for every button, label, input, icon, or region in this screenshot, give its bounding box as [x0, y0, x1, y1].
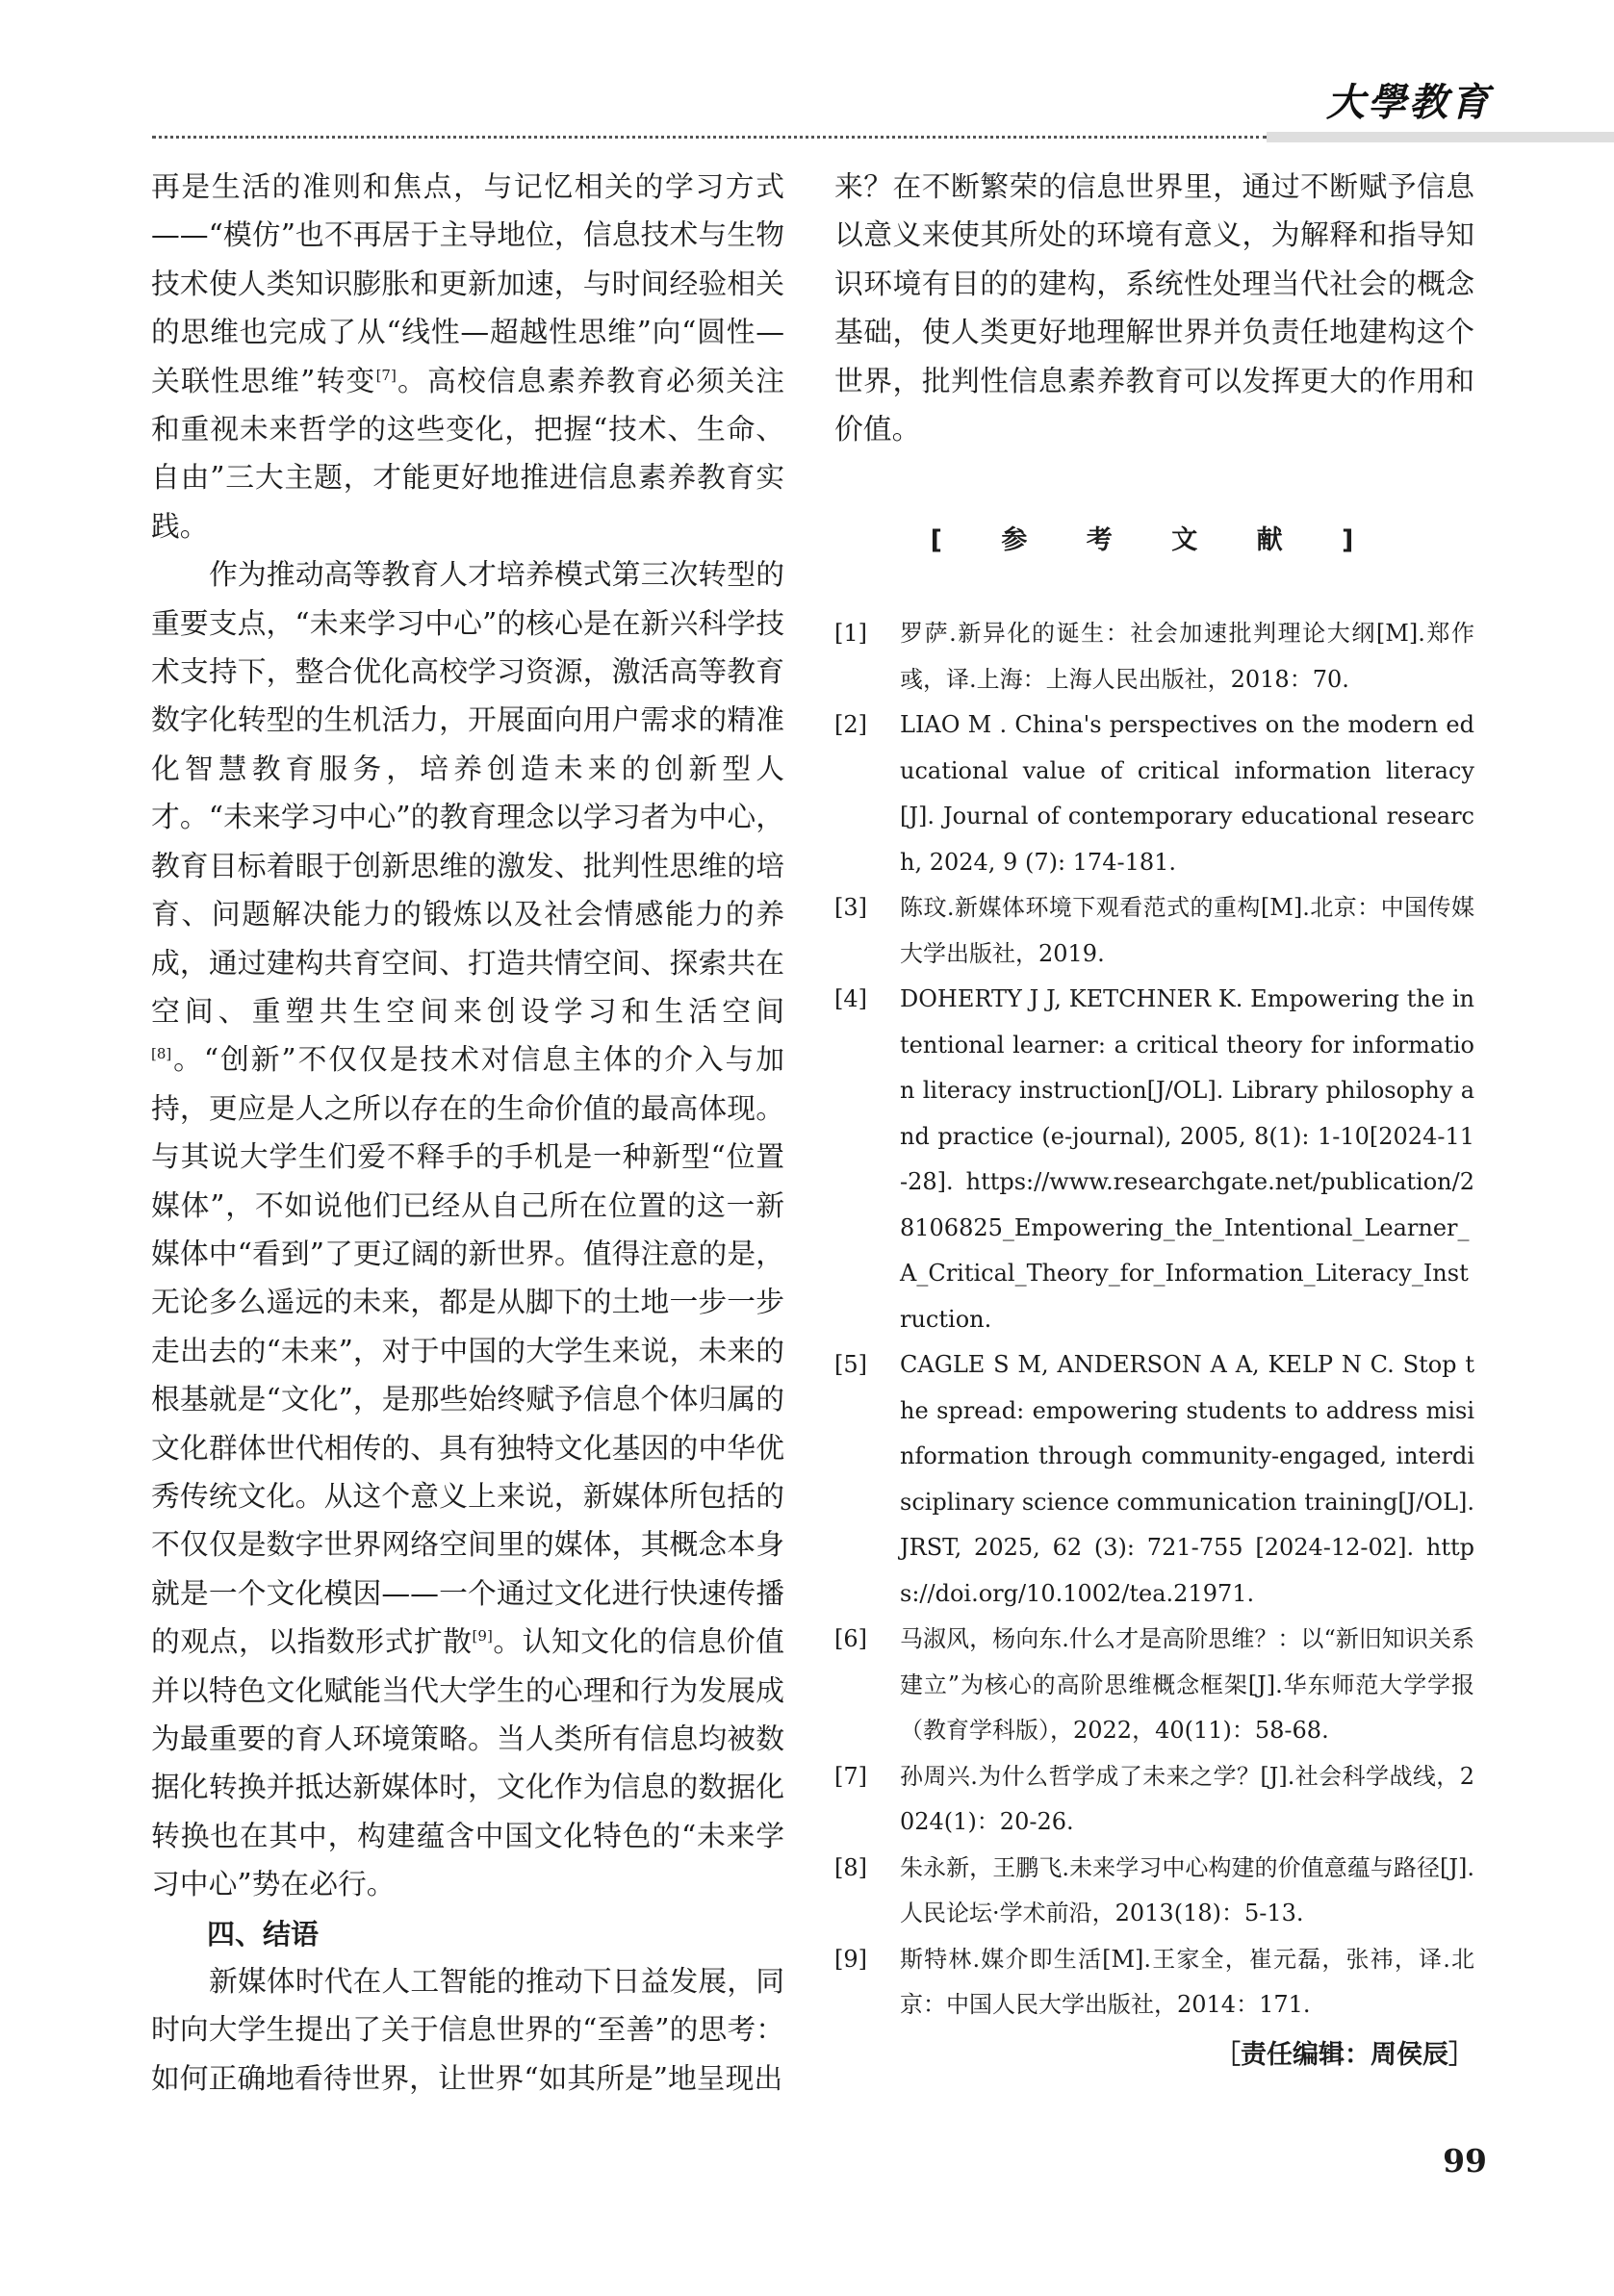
citation[interactable]: [9]: [472, 1627, 493, 1645]
reference-text: 孙周兴.为什么哲学成了未来之学？[J].社会科学战线，2024(1)：20-26.: [900, 1762, 1474, 1836]
reference-number: [5]: [834, 1351, 867, 1379]
reference-number: [3]: [834, 894, 867, 922]
reference-item: [834, 1754, 1474, 1846]
reference-text: 罗萨.新异化的诞生：社会加速批判理论大纲[M].郑作彧，译.上海：上海人民出版社，2018：70.: [900, 620, 1474, 693]
responsible-editor: ［责任编辑：周侯辰］: [1215, 2039, 1474, 2070]
reference-text[interactable]: CAGLE S M, ANDERSON A A, KELP N C. Stop the spread: empowering students to address misinformation through community-engaged, interdisciplinary science communication training[J/OL]. JRST, 2025, 62 (3): 721-755 [2024-12-02]. https://doi.org/10.1002/tea.21971.: [900, 1351, 1474, 1607]
header-dotted-rule: [152, 136, 1267, 139]
reference-number: [4]: [834, 985, 867, 1013]
reference-item: [834, 1937, 1474, 2028]
reference-number: [9]: [834, 1945, 867, 1973]
reference-item: [834, 1617, 1474, 1754]
reference-item: [834, 1846, 1474, 1937]
reference-text: 陈玟.新媒体环境下观看范式的重构[M].北京：中国传媒大学出版社，2019.: [900, 894, 1474, 967]
references-title: [ 参 考 文 献 ]: [930, 525, 1379, 556]
section-heading: 四、结语: [207, 1917, 320, 1951]
header-bar: [1267, 132, 1614, 142]
journal-logo: 大學教育: [1326, 80, 1492, 125]
reference-number: [8]: [834, 1853, 867, 1881]
citation[interactable]: [8]: [151, 1045, 172, 1063]
reference-number: [1]: [834, 620, 867, 648]
reference-number: [2]: [834, 711, 867, 739]
reference-item: [834, 611, 1474, 702]
reference-item: [834, 1342, 1474, 1617]
left-column: [151, 164, 784, 2104]
conclusion-paragraph: 新媒体时代在人工智能的推动下日益发展，同时向大学生提出了关于信息世界的“至善”的思考：如何正确地看待世界，让世界“如其所是”地呈现出: [151, 1965, 784, 2096]
reference-text: LIAO M . China's perspectives on the modern educational value of critical information literacy [J]. Journal of contemporary educational research, 2024, 9 (7): 174-181.: [900, 711, 1474, 876]
reference-number: [6]: [834, 1625, 867, 1653]
right-column: [834, 164, 1474, 2077]
reference-item: [834, 885, 1474, 977]
reference-item: [834, 702, 1474, 885]
continuation-paragraph: 来？在不断繁荣的信息世界里，通过不断赋予信息以意义来使其所处的环境有意义，为解释和指导知识环境有目的的建构，系统性处理当代社会的概念基础，使人类更好地理解世界并负责任地建构这个世界，批判性信息素养教育可以发挥更大的作用和价值。: [834, 170, 1474, 447]
citation[interactable]: [7]: [375, 366, 397, 384]
body-paragraph: 作为推动高等教育人才培养模式第三次转型的重要支点，“未来学习中心”的核心是在新兴科学技术支持下，整合优化高校学习资源，激活高等教育数字化转型的生机活力，开展面向用户需求的精准化智慧教育服务，培养创造未来的创新型人才。“未来学习中心”的教育理念以学习者为中心，教育目标着眼于创新思维的激发、批判性思维的培育、问题解决能力的锻炼以及社会情感能力的养成，通过建构共育空间、打造共情空间、探索共在空间、重塑共生空间来创设学习和生活空间[8]。“创新”不仅仅是技术对信息主体的介入与加持，更应是人之所以存在的生命价值的最高体现。与其说大学生们爱不释手的手机是一种新型“位置媒体”，不如说他们已经从自己所在位置的这一新媒体中“看到”了更辽阔的新世界。值得注意的是，无论多么遥远的未来，都是从脚下的土地一步一步走出去的“未来”，对于中国的大学生来说，未来的根基就是“文化”，是那些始终赋予信息个体归属的文化群体世代相传的、具有独特文化基因的中华优秀传统文化。从这个意义上来说，新媒体所包括的不仅仅是数字世界网络空间里的媒体，其概念本身就是一个文化模因——一个通过文化进行快速传播的观点，以指数形式扩散[9]。认知文化的信息价值并以特色文化赋能当代大学生的心理和行为发展成为最重要的育人环境策略。当人类所有信息均被数据化转换并抵达新媒体时，文化作为信息的数据化转换也在其中，构建蕴含中国文化特色的“未来学习中心”势在必行。: [151, 558, 785, 1902]
reference-text: 朱永新，王鹏飞.未来学习中心构建的价值意蕴与路径[J].人民论坛·学术前沿，2013(18)：5-13.: [900, 1853, 1474, 1927]
reference-text: 斯特林.媒介即生活[M].王家全，崔元磊，张祎，译.北京：中国人民大学出版社，2014：171.: [900, 1945, 1474, 2019]
reference-item: [834, 977, 1474, 1342]
reference-text: 马淑风，杨向东.什么才是高阶思维？：以“新旧知识关系建立”为核心的高阶思维概念框架[J].华东师范大学学报（教育学科版），2022，40(11)：58-68.: [900, 1625, 1474, 1745]
body-paragraph: 再是生活的准则和焦点，与记忆相关的学习方式——“模仿”也不再居于主导地位，信息技术与生物技术使人类知识膨胀和更新加速，与时间经验相关的思维也完成了从“线性—超越性思维”向“圆性—关联性思维”转变[7]。高校信息素养教育必须关注和重视未来哲学的这些变化，把握“技术、生命、自由”三大主题，才能更好地推进信息素养教育实践。: [151, 170, 785, 544]
reference-text[interactable]: DOHERTY J J, KETCHNER K. Empowering the intentional learner: a critical theory for information literacy instruction[J/OL]. Library philosophy and practice (e-journal), 2005, 8(1): 1-10[2024-11-28]. https://www.researchgate.net/publication/28106825_Empowering_the_Intentional_Learner_A_Critical_Theory_for_Information_Literacy_Instruction.: [900, 985, 1474, 1333]
page-number: 99: [1443, 2142, 1487, 2180]
reference-number: [7]: [834, 1762, 867, 1790]
references-list: [834, 611, 1474, 2028]
